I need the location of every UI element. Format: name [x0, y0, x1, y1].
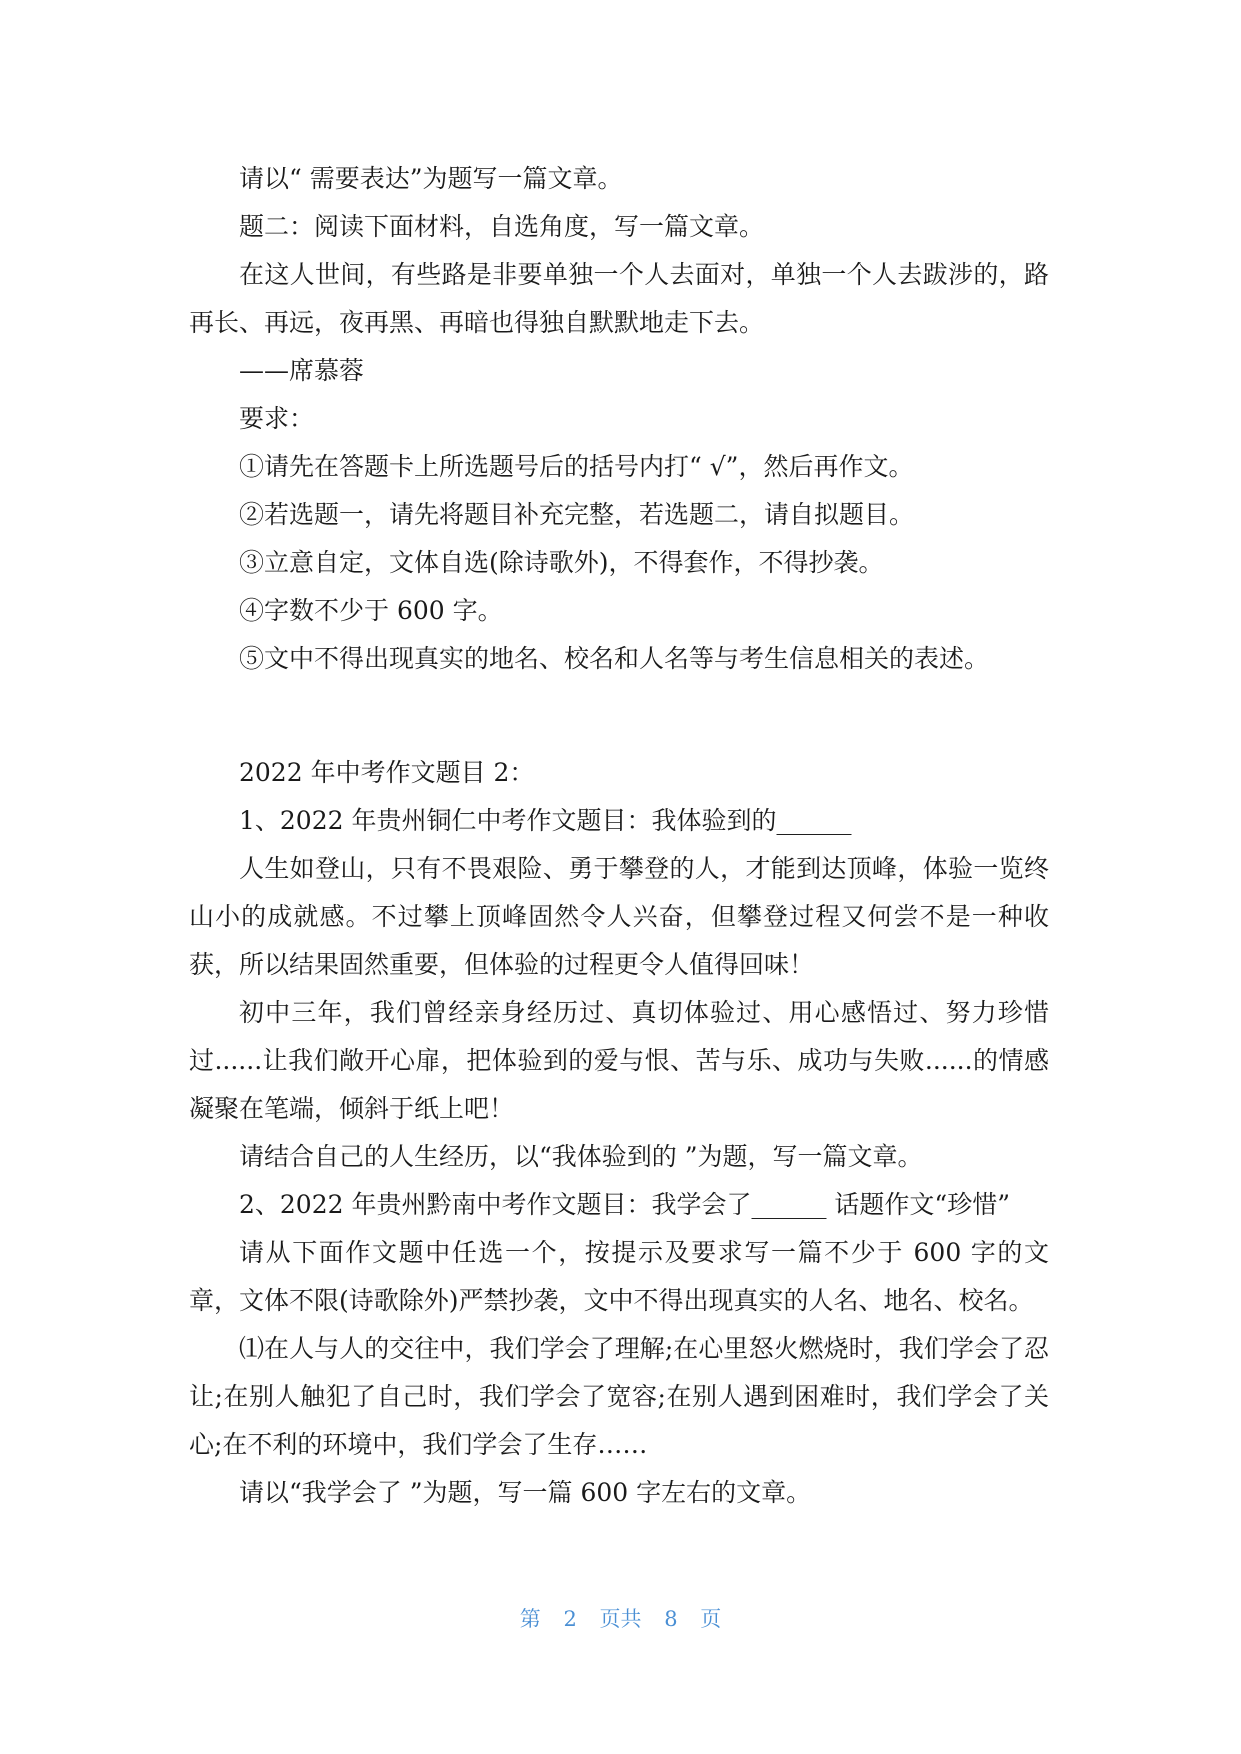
topic-title: 1、2022 年贵州铜仁中考作文题目：我体验到的______ — [239, 806, 852, 835]
section-spacer — [189, 683, 1049, 749]
topic-title: 2、2022 年贵州黔南中考作文题目：我学会了______ 话题作文“珍惜” — [239, 1190, 1010, 1219]
question-two-heading: 题二：阅读下面材料，自选角度，写一篇文章。 — [239, 212, 765, 241]
body-paragraph: 人生如登山，只有不畏艰险、勇于攀登的人，才能到达顶峰，体验一览终山小的成就感。不过攀上顶峰固然令人兴奋，但攀登过程又何尝不是一种收获，所以结果固然重要，但体验的过程更令人值得回味！ — [189, 854, 1049, 979]
requirements-heading: 要求： — [239, 404, 315, 433]
section-heading: 2022 年中考作文题目 2： — [239, 758, 535, 787]
quote-paragraph: 在这人世间，有些路是非要单独一个人去面对，单独一个人去跋涉的，路再长、再远，夜再黑、再暗也得独自默默地走下去。 — [189, 260, 1049, 337]
body-paragraph: 请从下面作文题中任选一个，按提示及要求写一篇不少于 600 字的文章，文体不限(诗歌除外)严禁抄袭，文中不得出现真实的人名、地名、校名。 — [189, 1238, 1049, 1315]
prompt-line: 请以“ 需要表达”为题写一篇文章。 — [239, 164, 623, 193]
footer-suffix: 页 — [700, 1607, 722, 1631]
requirement-item: ⑤文中不得出现真实的地名、校名和人名等与考生信息相关的表述。 — [239, 644, 990, 673]
requirement-item: ④字数不少于 600 字。 — [239, 596, 503, 625]
document-body — [189, 155, 1049, 1517]
footer-page-number: 2 — [563, 1607, 577, 1631]
requirement-item: ②若选题一，请先将题目补充完整，若选题二，请自拟题目。 — [239, 500, 915, 529]
body-paragraph: ⑴在人与人的交往中，我们学会了理解;在心里怒火燃烧时，我们学会了忍让;在别人触犯了自己时，我们学会了宽容;在别人遇到困难时，我们学会了关心;在不利的环境中，我们学会了生存…… — [189, 1334, 1049, 1459]
footer-middle: 页共 — [599, 1607, 642, 1631]
footer-prefix: 第 — [519, 1607, 541, 1631]
footer-total-pages: 8 — [664, 1607, 678, 1631]
quote-author: ——席慕蓉 — [239, 356, 365, 385]
requirement-item: ③立意自定，文体自选(除诗歌外)，不得套作，不得抄袭。 — [239, 548, 884, 577]
body-paragraph: 请结合自己的人生经历，以“我体验到的 ”为题，写一篇文章。 — [239, 1142, 923, 1171]
page-footer — [0, 1603, 1241, 1633]
requirement-item: ①请先在答题卡上所选题号后的括号内打“ √”，然后再作文。 — [239, 452, 914, 481]
body-paragraph: 初中三年，我们曾经亲身经历过、真切体验过、用心感悟过、努力珍惜过......让我们敞开心扉，把体验到的爱与恨、苦与乐、成功与失败......的情感凝聚在笔端，倾斜于纸上吧！ — [189, 998, 1049, 1123]
body-paragraph: 请以“我学会了 ”为题，写一篇 600 字左右的文章。 — [239, 1478, 812, 1507]
